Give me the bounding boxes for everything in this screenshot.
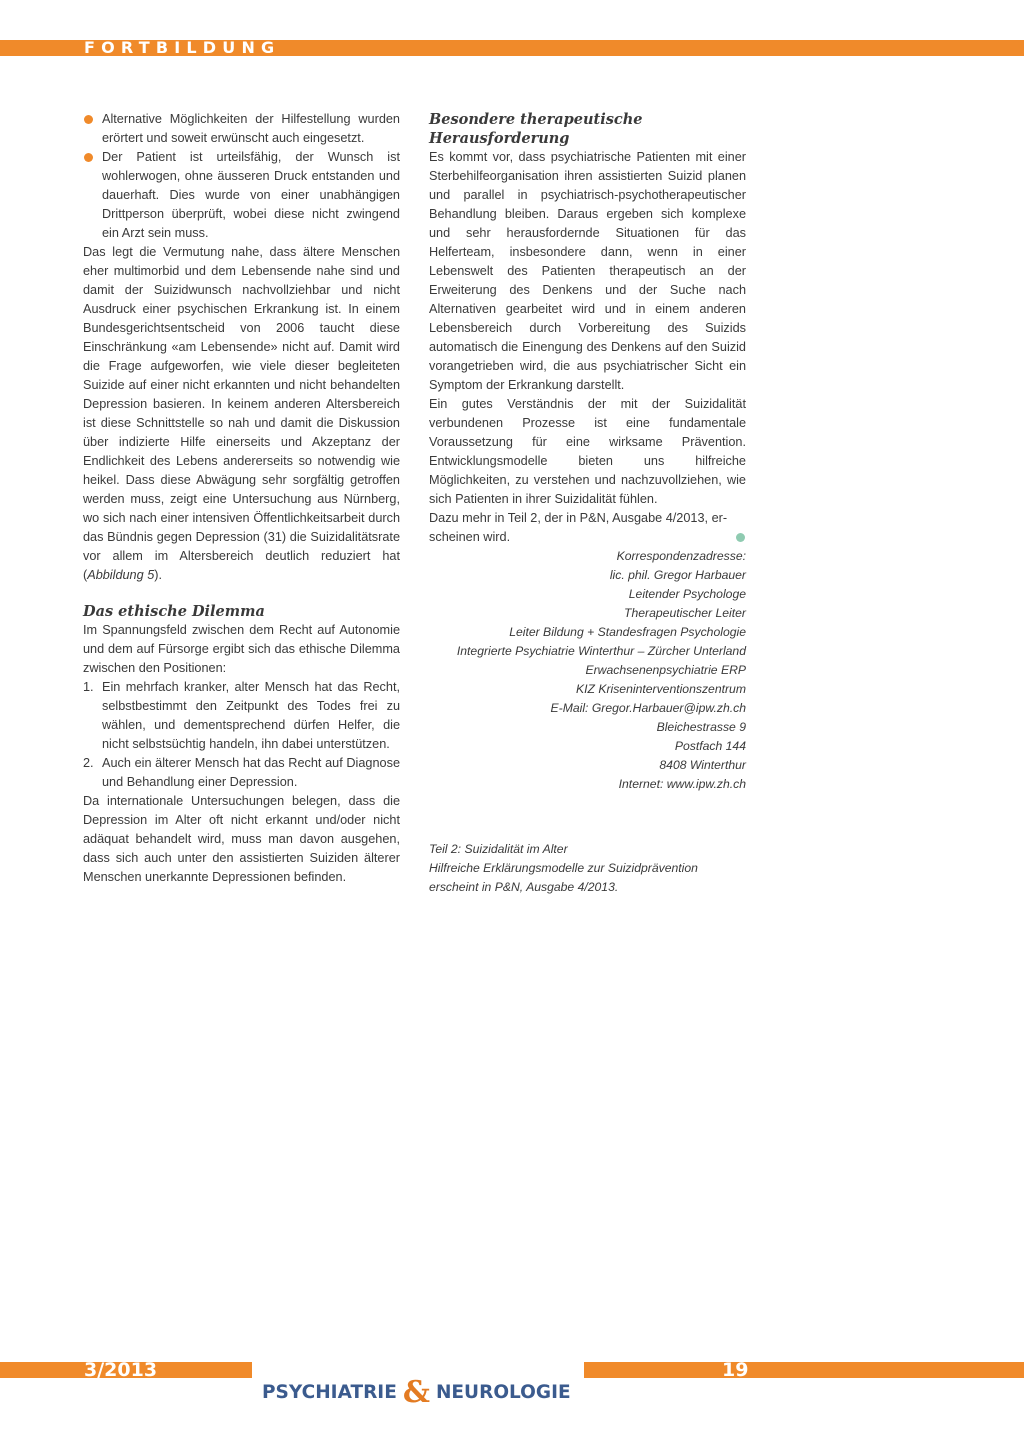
page-number: 19 [722, 1359, 749, 1381]
list-item [83, 754, 400, 792]
journal-logo: PSYCHIATRIE & NEUROLOGIE [262, 1374, 571, 1410]
end-mark-icon [736, 533, 745, 542]
list-number: 1. [83, 680, 94, 694]
right-column [429, 110, 746, 897]
list-number: 2. [83, 756, 94, 770]
paragraph: Da internationale Untersuchungen belegen, dass die Depression im Alter oft nicht erkannt und/oder nicht adäquat behandelt wird, muss man davon ausgehen, dass sich auch unter den assistierten Suiziden älterer Menschen unerkannte Depressionen befinden. [83, 794, 400, 884]
bullet-text: Der Patient ist urteilsfähig, der Wunsch ist wohlerwogen, ohne äusseren Druck entstanden und dauerhaft. Dies wurde von einer unabhängigen Drittperson überprüft, wobei diese nicht zwingend ein Arzt sein muss. [102, 150, 400, 240]
paragraph: Ein gutes Verständnis der mit der Suizidalität verbundenen Prozesse ist eine fundamentale Voraussetzung für eine wirksame Prävention. Entwicklungsmodelle bieten uns hilfreiche Möglichkeiten, zu verstehen und nachzuvollziehen, wie sich Patienten in ihrer Suizidalität fühlen. [429, 397, 746, 506]
website-address: Internet: www.ipw.zh.ch [618, 777, 746, 791]
paragraph: Das legt die Vermutung nahe, dass ältere Menschen eher multimorbid und dem Lebensende nahe sind und damit der Suizidwunsch nachvollziehbar und nicht Ausdruck einer psychischen Erkrankung ist. In einem Bundesgerichtsentscheid von 2006 taucht diese Einschränkung «am Lebensende» nicht auf. Damit wird die Frage aufgeworfen, wie viele dieser begleiteten Suizide auf einer nicht erkannten und nicht behandelten Depression basieren. In keinem anderen Altersbereich ist diese Schnittstelle so nah und damit die Diskussion über indizierte Hilfe einerseits und Akzeptanz der Endlichkeit des Lebens andererseits so notwendig wie heikel. Dass diese Abwägung sehr sorgfältig getroffen werden muss, zeigt eine Untersuchung aus Nürnberg, wo sich nach einer intensiven Öffentlichkeitsarbeit durch das Bündnis gegen Depression (31) die Suizidalitätsrate vor allem im Altersbereich deutlich reduziert hat (Abbildung 5). [83, 245, 400, 582]
issue-number: 3/2013 [84, 1359, 158, 1381]
list-text: Ein mehrfach kranker, alter Mensch hat das Recht, selbstbestimmt den Zeitpunkt des Todes frei zu wählen, und dementsprechend dürfen Helfer, die nicht selbstsüchtig handeln, ihn dabei unterstützen. [102, 680, 400, 751]
paragraph: Dazu mehr in Teil 2, der in P&N, Ausgabe 4/2013, er- scheinen wird. [429, 509, 746, 547]
bullet-text: Alternative Möglichkeiten der Hilfestellung wurden erörtert und soweit erwünscht auch eingesetzt. [102, 112, 400, 145]
list-item [83, 110, 400, 148]
list-text: Auch ein älterer Mensch hat das Recht auf Diagnose und Behandlung einer Depression. [102, 756, 400, 789]
next-part-teaser: Teil 2: Suizidalität im Alter Hilfreiche Erklärungsmodelle zur Suizidprävention erscheint in P&N, Ausgabe 4/2013. [429, 842, 698, 894]
numbered-list [83, 678, 400, 792]
bullet-dot-icon [84, 115, 93, 124]
bullet-dot-icon [84, 153, 93, 162]
figure-reference: Abbildung 5 [87, 568, 155, 582]
email-address: E-Mail: Gregor.Harbauer@ipw.zh.ch [550, 701, 746, 715]
left-column [83, 110, 400, 887]
section-label: FORTBILDUNG [84, 38, 281, 57]
section-heading: Besondere therapeutische Herausforderung [429, 111, 643, 147]
paragraph: Im Spannungsfeld zwischen dem Recht auf Autonomie und dem auf Fürsorge ergibt sich das ethische Dilemma zwischen den Positionen: [83, 623, 400, 675]
list-item [83, 678, 400, 754]
correspondence-address: Korrespondenzadresse: lic. phil. Gregor Harbauer Leitender Psychologe Therapeutischer Leiter Leiter Bildung + Standesfragen Psychologie Integrierte Psychiatrie Winterthur – Zürcher Unterland Erwachsenenpsychiatrie ERP KIZ Kriseninterventionszentrum E-Mail: Gregor.Harbauer@ipw.zh.ch Bleichestrasse 9 Postfach 144 8408 Winterthur Internet: www.ipw.zh.ch [429, 547, 746, 794]
section-heading: Das ethische Dilemma [83, 603, 265, 620]
paragraph: Es kommt vor, dass psychiatrische Patienten mit einer Sterbehilfeorganisation ihren assistierten Suizid planen und parallel in psychiatrisch-psychotherapeutischer Behandlung bleiben. Daraus ergeben sich komplexe und sehr herausfordernde Situationen für das Helferteam, insbesondere dann, wenn in einer Lebenswelt des Patienten therapeutisch an der Erweiterung des Denkens und der Suche nach Alternativen gearbeitet wird und in einem anderen Lebensbereich durch Vorbereitung des Suizids automatisch die Einengung des Denkens auf den Suizid vorangetrieben wird, die aus psychiatrischer Sicht ein Symptom der Erkrankung darstellt. [429, 150, 746, 392]
list-item [83, 148, 400, 243]
bullet-list [83, 110, 400, 243]
